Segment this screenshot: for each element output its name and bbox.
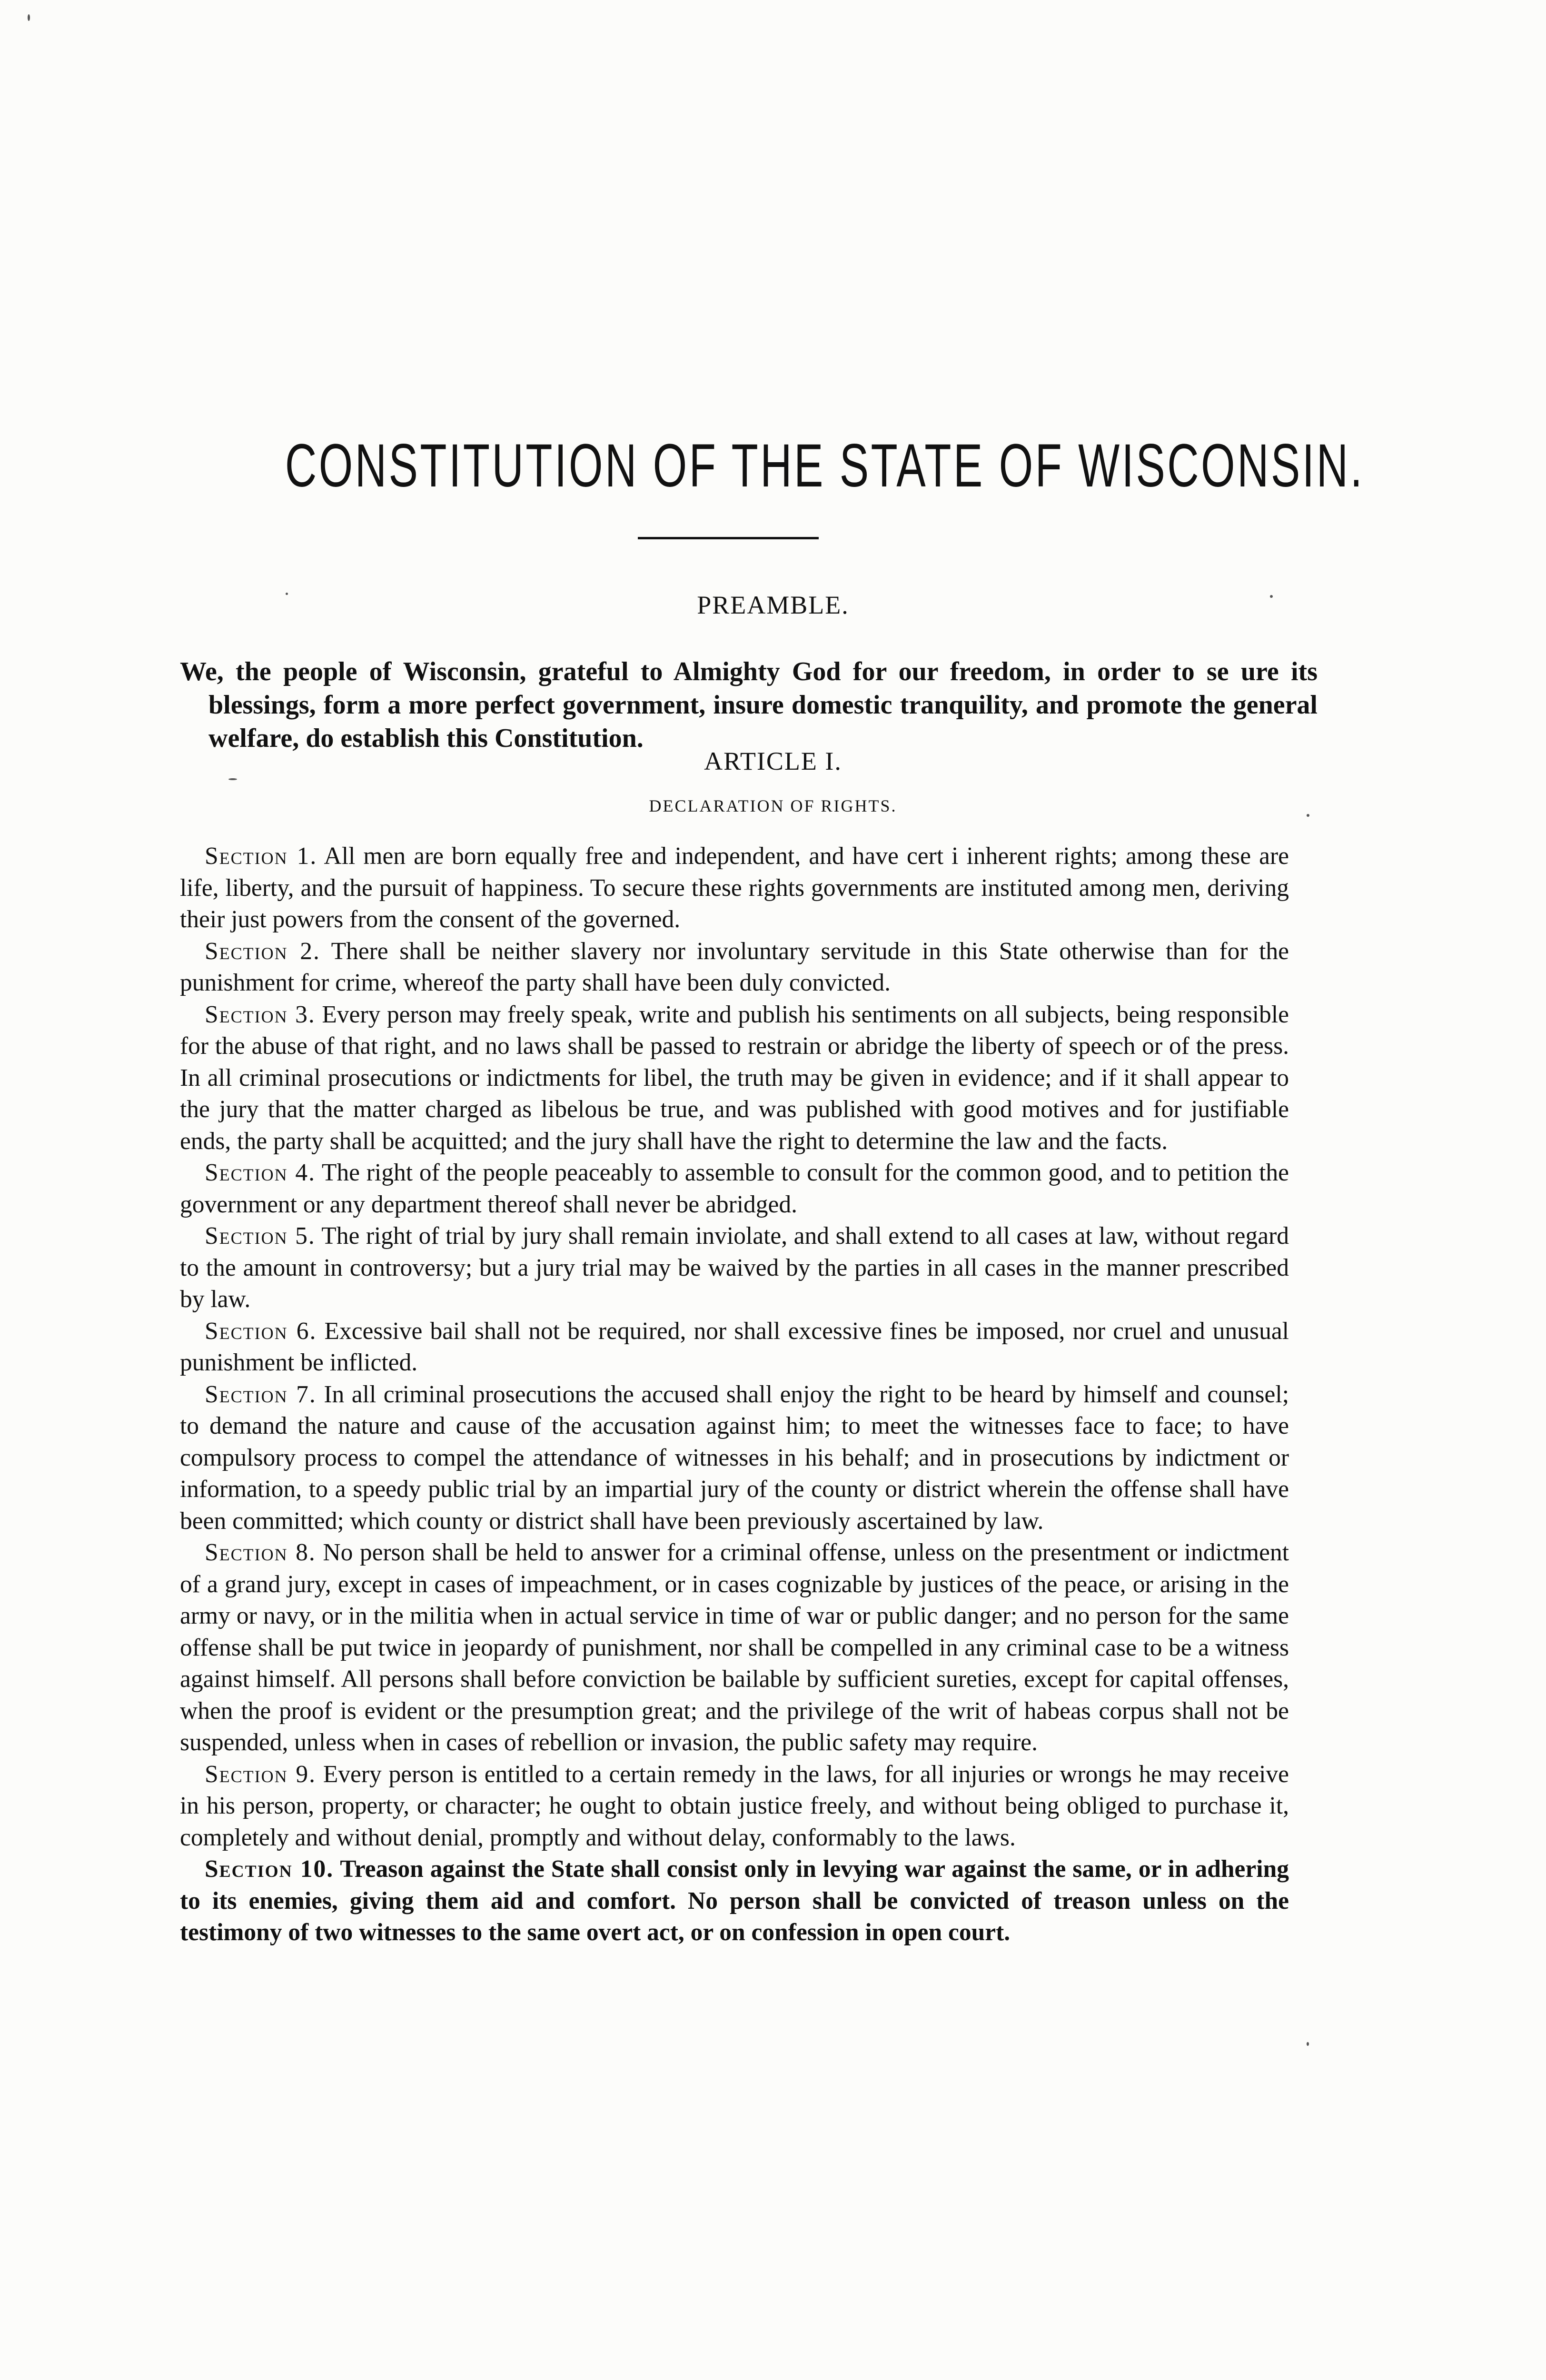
- section-paragraph: [180, 936, 1289, 999]
- scan-speck: [28, 14, 30, 21]
- section-label: Section 10.: [205, 1855, 334, 1883]
- section-label: Section 5.: [205, 1222, 316, 1250]
- section-text: Treason against the State shall consist only in levying war against the same, or in adhering to its enemies, giving them aid and comfort. No person shall be convicted of treason unless on the testimony of two witnesses to the same overt act, or on confession in open court.: [180, 1855, 1289, 1946]
- section-paragraph: [180, 1157, 1289, 1220]
- preamble-text: We, the people of Wisconsin, grateful to Almighty God for our freedom, in order to se ure its blessings, form a more perfect government, insure domestic tranquility, and promote the general welfare, do establish this Constitution.: [180, 657, 1318, 753]
- section-label: Section 1.: [205, 843, 317, 870]
- section-text: Excessive bail shall not be required, nor shall excessive fines be imposed, nor cruel and unusual punishment be inflicted.: [180, 1317, 1289, 1376]
- section-paragraph: [180, 841, 1289, 936]
- scan-speck: [1307, 2042, 1309, 2046]
- section-paragraph: [180, 1537, 1289, 1759]
- section-text: The right of trial by jury shall remain inviolate, and shall extend to all cases at law, without regard to the amount in controversy; but a jury trial may be waived by the parties in all cases in the manner prescribed by law.: [180, 1222, 1289, 1313]
- sections-list: [180, 841, 1289, 1949]
- section-paragraph: [180, 1379, 1289, 1537]
- section-label: Section 6.: [205, 1317, 317, 1345]
- section-text: Every person may freely speak, write and publish his sentiments on all subjects, being responsible for the abuse of that right, and no laws shall be passed to restrain or abridge the liberty of speech or of the press. In all criminal prosecutions or indictments for libel, the truth may be given in evidence; and if it shall appear to the jury that the matter charged as libelous be true, and was published with good motives and for justifiable ends, the party shall be acquitted; and the jury shall have the right to determine the law and the facts.: [180, 1001, 1289, 1155]
- section-text: The right of the people peaceably to assemble to consult for the common good, and to petition the government or any department thereof shall never be abridged.: [180, 1159, 1289, 1218]
- section-label: Section 8.: [205, 1539, 316, 1566]
- section-paragraph: [180, 1316, 1289, 1379]
- section-label: Section 4.: [205, 1159, 316, 1186]
- preamble-heading: PREAMBLE.: [697, 591, 849, 619]
- section-text: Every person is entitled to a certain remedy in the laws, for all injuries or wrongs he may receive in his person, property, or character; he ought to obtain justice freely, and without being obliged to purchase it, completely and without denial, promptly and without delay, conformably to the laws.: [180, 1760, 1289, 1851]
- section-label: Section 3.: [205, 1001, 316, 1028]
- article-subheading: DECLARATION OF RIGHTS.: [649, 796, 897, 815]
- section-text: There shall be neither slavery nor involuntary servitude in this State otherwise than for the punishment for crime, whereof the party shall have been duly convicted.: [180, 937, 1289, 996]
- section-text: In all criminal prosecutions the accused shall enjoy the right to be heard by himself and counsel; to demand the nature and cause of the accusation against him; to meet the witnesses face to face; to have compulsory process to compel the attendance of witnesses in his behalf; and in prosecutions by indictment or information, to a speedy public trial by an impartial jury of the county or district wherein the offense shall have been committed; which county or district shall have been previously ascertained by law.: [180, 1380, 1289, 1535]
- title-divider: [638, 537, 819, 539]
- scan-speck: [228, 778, 237, 780]
- section-text: No person shall be held to answer for a criminal offense, unless on the presentment or indictment of a grand jury, except in cases of impeachment, or in cases cognizable by justices of the peace, or arising in the army or navy, or in the militia when in actual service in time of war or public danger; and no person for the same offense shall be put twice in jeopardy of punishment, nor shall be compelled in any criminal case to be a witness against himself. All persons shall before conviction be bailable by sufficient sureties, except for capital offenses, when the proof is evident or the presumption great; and the privilege of the writ of habeas corpus shall not be suspended, unless when in cases of rebellion or invasion, the public safety may require.: [180, 1539, 1289, 1756]
- section-paragraph: [180, 999, 1289, 1158]
- section-text: All men are born equally free and independent, and have cert i inherent rights; among these are life, liberty, and the pursuit of happiness. To secure these rights governments are instituted among men, deriving their just powers from the consent of the governed.: [180, 843, 1289, 933]
- section-paragraph: [180, 1220, 1289, 1316]
- document-title: CONSTITUTION OF THE STATE OF WISCONSIN.: [285, 432, 1365, 500]
- section-label: Section 2.: [205, 937, 320, 965]
- section-paragraph: [180, 1759, 1289, 1854]
- section-paragraph: [180, 1854, 1289, 1949]
- section-label: Section 7.: [205, 1380, 317, 1408]
- article-heading: ARTICLE I.: [704, 747, 842, 775]
- section-label: Section 9.: [205, 1760, 317, 1788]
